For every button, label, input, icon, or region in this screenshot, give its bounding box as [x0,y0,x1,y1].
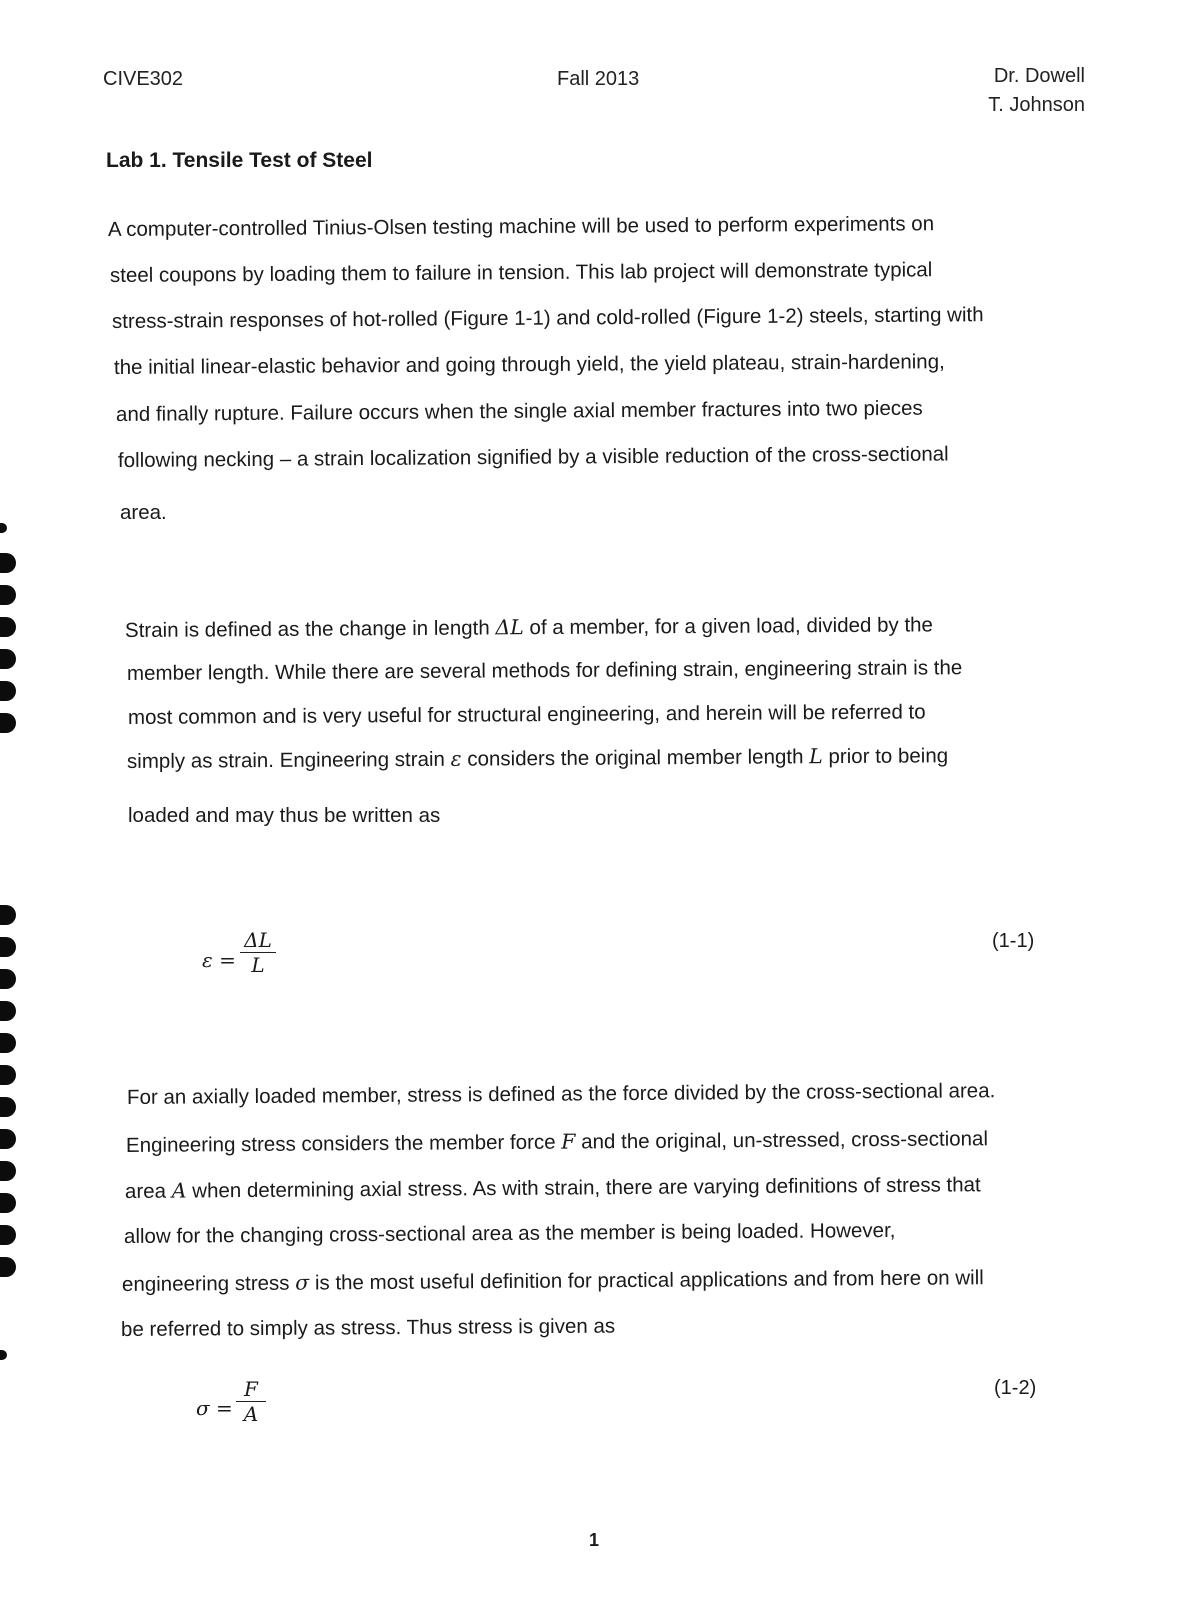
paragraph-line: stress-strain responses of hot-rolled (Figure 1-1) and cold-rolled (Figure 1-2) steels, starting with [111,303,984,333]
fraction-numerator: F [244,1377,258,1401]
term: Fall 2013 [557,68,640,90]
equation-lhs: ε = [202,948,236,972]
punch-hole [0,905,16,925]
punch-hole [0,1225,16,1245]
paragraph-line: simply as strain. Engineering strain ε considers the original member length L prior to being [126,744,949,773]
paragraph-line: loaded and may thus be written as [128,804,441,827]
fraction-numerator: ΔL [244,928,272,952]
course-code: CIVE302 [103,68,184,90]
paragraph-line: area. [120,501,167,524]
paragraph-line: be referred to simply as stress. Thus stress is given as [120,1314,616,1341]
punch-hole [0,1161,16,1181]
author-block [960,62,1085,120]
paragraph-line: For an axially loaded member, stress is defined as the force divided by the cross-sectional area. [126,1079,996,1109]
paragraph-line: the initial linear-elastic behavior and going through yield, the yield plateau, strain-hardening, [113,350,945,379]
force-symbol: F [561,1129,576,1154]
delta-l-symbol: ΔL [495,615,524,640]
punch-hole [0,1257,16,1277]
paragraph-line: allow for the changing cross-sectional area as the member is being loaded. However, [123,1218,896,1248]
punch-hole [0,713,16,733]
paragraph-line: area A when determining axial stress. As with strain, there are varying definitions of stress that [124,1173,981,1203]
punch-hole [0,969,16,989]
area-symbol: A [171,1178,187,1203]
lab-title: Lab 1. Tensile Test of Steel [106,149,373,172]
paragraph-line: and finally rupture. Failure occurs when the single axial member fractures into two pieces [115,396,923,426]
punch-hole [0,1033,16,1053]
punch-hole [0,553,16,573]
paragraph-line: steel coupons by loading them to failure in tension. This lab project will demonstrate typical [109,258,933,287]
punch-hole [0,617,16,637]
instructor-name: Dr. Dowell [993,65,1085,87]
paragraph-line: following necking – a strain localization signified by a visible reduction of the cross-sectional [117,442,949,472]
punch-hole [0,1065,16,1085]
punch-hole [0,1001,16,1021]
equation-number: (1-1) [992,930,1035,952]
epsilon-symbol: ε [450,746,462,771]
punch-hole [0,523,7,533]
equation-lhs: σ = [196,1396,233,1420]
page-number: 1 [589,1530,600,1550]
punch-hole [0,1193,16,1213]
equation-fraction [236,1378,266,1425]
punch-hole [0,649,16,669]
punch-hole [0,937,16,957]
fraction-denominator: A [243,1402,259,1426]
equation-number: (1-2) [994,1377,1037,1399]
paragraph-line: Strain is defined as the change in length ΔL of a member, for a given load, divided by the [124,613,933,642]
punch-hole [0,1097,16,1117]
paragraph-line: Engineering stress considers the member force F and the original, un-stressed, cross-sectional [125,1127,989,1157]
punch-hole [0,1350,7,1360]
ta-name: T. Johnson [988,94,1085,116]
punch-hole [0,681,16,701]
fraction-denominator: L [251,953,265,977]
paragraph-line: A computer-controlled Tinius-Olsen testing machine will be used to perform experiments on [107,212,935,241]
length-symbol: L [809,744,823,769]
punch-hole [0,1129,16,1149]
paragraph-line: most common and is very useful for structural engineering, and herein will be referred to [127,700,926,729]
equation-fraction [240,929,276,976]
paragraph-line: engineering stress σ is the most useful definition for practical applications and from here on will [121,1266,984,1296]
paragraph-line: member length. While there are several methods for defining strain, engineering strain is the [126,656,963,685]
punch-hole [0,585,16,605]
sigma-symbol: σ [295,1270,310,1295]
